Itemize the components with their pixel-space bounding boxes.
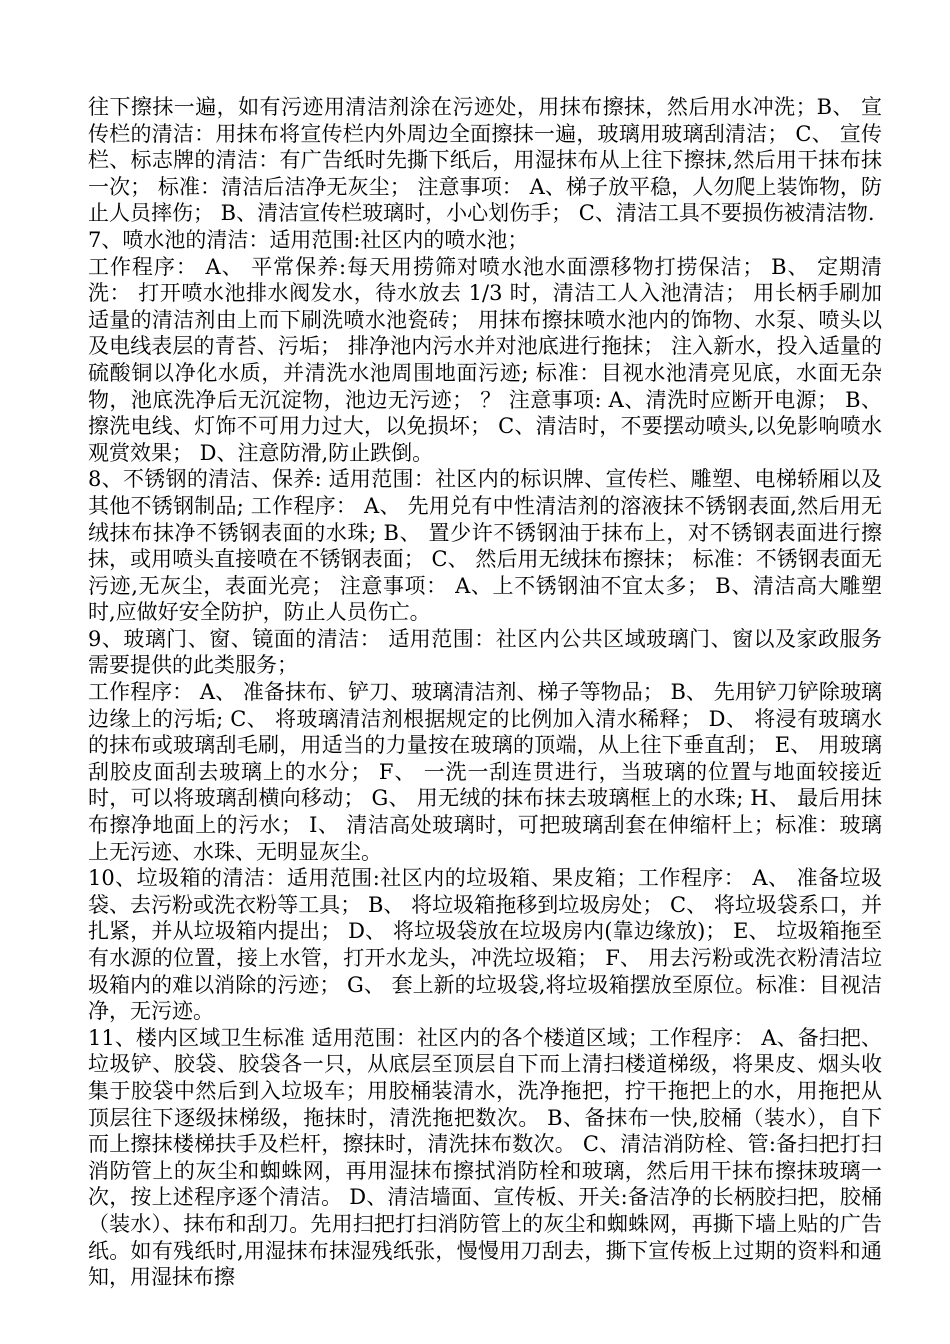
paragraph-glass-procedure: 工作程序： A、 准备抹布、铲刀、玻璃清洁剂、梯子等物品； B、 先用铲刀铲除玻璃边缘上的污垢; C、 将玻璃清洁剂根据规定的比例加入清水稀释； D、 将浸有玻璃水的抹布或玻璃刮毛刷，用适当的力量按在玻璃的顶端，从上往下垂直刮； E、 用玻璃刮胶皮面刮去玻璃上的水分； F、 一洗一刮连贯进行，当玻璃的位置与地面较接近时，可以将玻璃刮横向移动； G、 用无绒的抹布抹去玻璃框上的水珠; H、 最后用抹布擦净地面上的污水； I、 清洁高处玻璃时，可把玻璃刮套在伸缩杆上；标准：玻璃上无污迹、水珠、无明显灰尘。 [88, 680, 882, 864]
paragraph-fountain-heading: 7、喷水池的清洁：适用范围:社区内的喷水池； [88, 227, 529, 252]
document-page [88, 94, 882, 1291]
paragraph-signage-cleaning: 往下擦抹一遍，如有污迹用清洁剂涂在污迹处，用抹布擦抹，然后用水冲洗；B、 宣传栏的清洁：用抹布将宣传栏内外周边全面擦抹一遍，玻璃用玻璃刮清洁； C、 宣传栏、标志牌的清洁：有广告纸时先撕下纸后，用湿抹布从上往下擦抹,然后用干抹布抹一次； 标准：清洁后洁净无灰尘； 注意事项： A、梯子放平稳，人勿爬上装饰物，防止人员摔伤； B、清洁宣传栏玻璃时，小心划伤手； C、清洁工具不要损伤被清洁物. [88, 95, 882, 226]
paragraph-fountain-procedure: 工作程序： A、 平常保养:每天用捞筛对喷水池水面漂移物打捞保洁； B、 定期清洗： 打开喷水池排水阀发水，待水放去 1/3 时，清洁工人入池清洁； 用长柄手刷加适量的清洁剂由上而下刷洗喷水池瓷砖； 用抹布擦抹喷水池内的饰物、水泵、喷头以及电线表层的青苔、污垢； 排净池内污水并对池底进行拖抹； 注入新水，投入适量的硫酸铜以净化水质，并清洗水池周围地面污迹; 标准：目视水池清亮见底，水面无杂物，池底洗净后无沉淀物，池边无污迹； ？ 注意事项: A、清洗时应断开电源； B、擦洗电线、灯饰不可用力过大，以免损坏； C、清洁时，不要摆动喷头,以免影响喷水观赏效果； D、注意防滑,防止跌倒。 [88, 254, 882, 465]
paragraph-trash-bin: 10、垃圾箱的清洁：适用范围:社区内的垃圾箱、果皮箱；工作程序： A、 准备垃圾袋、去污粉或洗衣粉等工具； B、 将垃圾箱拖移到垃圾房处； C、 将垃圾袋系口，并扎紧，并从垃圾箱内提出； D、 将垃圾袋放在垃圾房内(靠边缘放)； E、 垃圾箱拖至有水源的位置，接上水管，打开水龙头，冲洗垃圾箱； F、 用去污粉或洗衣粉清洁垃圾箱内的难以消除的污迹； G、 套上新的垃圾袋,将垃圾箱摆放至原位。标准：目视洁净，无污迹。 [88, 866, 882, 1024]
paragraph-stainless-steel: 8、不锈钢的清洁、保养: 适用范围：社区内的标识牌、宣传栏、雕塑、电梯轿厢以及其他不锈钢制品; 工作程序： A、 先用兑有中性清洁剂的溶液抹不锈钢表面,然后用无绒抹布抹净不锈钢表面的水珠; B、 置少许不锈钢油于抹布上，对不锈钢表面进行擦抹，或用喷头直接喷在不锈钢表面； C、 然后用无绒抹布擦抹； 标准：不锈钢表面无污迹,无灰尘，表面光亮； 注意事项： A、上不锈钢油不宜太多； B、清洁高大雕塑时,应做好安全防护，防止人员伤亡。 [88, 467, 882, 625]
paragraph-glass-scope: 9、玻璃门、窗、镜面的清洁： 适用范围：社区内公共区域玻璃门、窗以及家政服务需要提供的此类服务； [88, 626, 882, 678]
paragraph-building-hygiene: 11、楼内区域卫生标准 适用范围：社区内的各个楼道区域；工作程序： A、备扫把、垃圾铲、胶袋、胶袋各一只，从底层至顶层自下而上清扫楼道梯级，将果皮、烟头收集于胶袋中然后到入垃圾车；用胶桶装清水，洗净拖把，拧干拖把上的水，用拖把从顶层往下逐级抹梯级，拖抹时，清洗拖把数次。 B、备抹布一快,胶桶（装水），自下而上擦抹楼梯扶手及栏杆，擦抹时，清洗抹布数次。 C、清洁消防栓、管:备扫把打扫消防管上的灰尘和蜘蛛网，再用湿抹布擦拭消防栓和玻璃，然后用干抹布擦抹玻璃一次，按上述程序逐个清洁。 D、清洁墙面、宣传板、开关:备洁净的长柄胶扫把，胶桶（装水）、抹布和刮刀。先用扫把打扫消防管上的灰尘和蜘蛛网，再撕下墙上贴的广告纸。如有残纸时,用湿抹布抹湿残纸张，慢慢用刀刮去，撕下宣传板上过期的资料和通知，用湿抹布擦 [88, 1025, 882, 1290]
